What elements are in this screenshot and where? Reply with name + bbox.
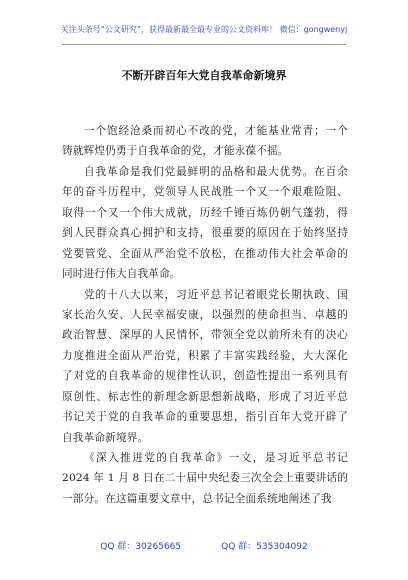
footer-qq-group-1: QQ 群：30265665 [100, 542, 182, 552]
paragraph [62, 162, 348, 285]
document-body [62, 121, 348, 509]
page-footer [0, 539, 408, 552]
paragraph-line: 铸就辉煌仍勇于自我革命的党，才能永葆不摇。 [62, 145, 289, 158]
paragraph-line: 到人民群众真心拥护和支持，很重要的原因在于始终坚持 [62, 227, 348, 240]
paragraph-line: 了对党的自我革命的规律性认识，创造性提出一系列具有 [62, 370, 348, 383]
paragraph-line: 取得一个又一个伟大成就，历经千锤百炼仍朝气蓬勃，得 [62, 206, 348, 219]
paragraph-line: 政治智慧、深厚的人民情怀，带领全党以前所未有的决心 [62, 329, 348, 342]
paragraph-line: 自我革命是我们党最鲜明的品格和最大优势。在百余 [84, 165, 348, 178]
paragraph [62, 448, 348, 509]
paragraph-line: 2024 年 1 月 8 日在二十届中央纪委三次全会上重要讲话的 [62, 472, 349, 485]
paragraph-line: 党要管党、全面从严治党不放松，在推动伟大社会革命的 [62, 247, 348, 260]
paragraph-line: 同时进行伟大自我革命。 [62, 268, 181, 281]
paragraph [62, 121, 348, 162]
paragraph-line: 年的奋斗历程中，党领导人民战胜一个又一个艰难险阻、 [62, 186, 348, 199]
header-divider [62, 44, 346, 45]
paragraph-line: 一部分。在这篇重要文章中，总书记全面系统地阐述了我 [62, 492, 332, 505]
paragraph-line: 书记关于党的自我革命的重要思想，指引百年大党开辟了 [62, 411, 348, 424]
paragraph-line: 自我革命新境界。 [62, 431, 149, 444]
paragraph [62, 285, 348, 449]
footer-qq-group-2: QQ 群：535304092 [221, 542, 308, 552]
paragraph-line: 力度推进全面从严治党，积累了丰富实践经验，大大深化 [62, 349, 348, 362]
paragraph-line: 家长治久安、人民幸福安康，以强烈的使命担当、卓越的 [62, 308, 348, 321]
paragraph-line: 党的十八大以来，习近平总书记着眼党长期执政、国 [84, 288, 348, 301]
page-header-promo: 关注头条号“公文研究”，获得最新最全最专业的公文资料库！ 微信：gongwenyj [60, 25, 348, 34]
document-title: 不断开辟百年大党自我革命新境界 [121, 69, 287, 82]
paragraph-line: 原创性、标志性的新理念新思想新战略，形成了习近平总 [62, 390, 348, 403]
paragraph-line: 《深入推进党的自我革命》一文，是习近平总书记 [84, 452, 348, 464]
paragraph-line: 一个饱经沧桑而初心不改的党，才能基业常青；一个 [84, 125, 348, 137]
